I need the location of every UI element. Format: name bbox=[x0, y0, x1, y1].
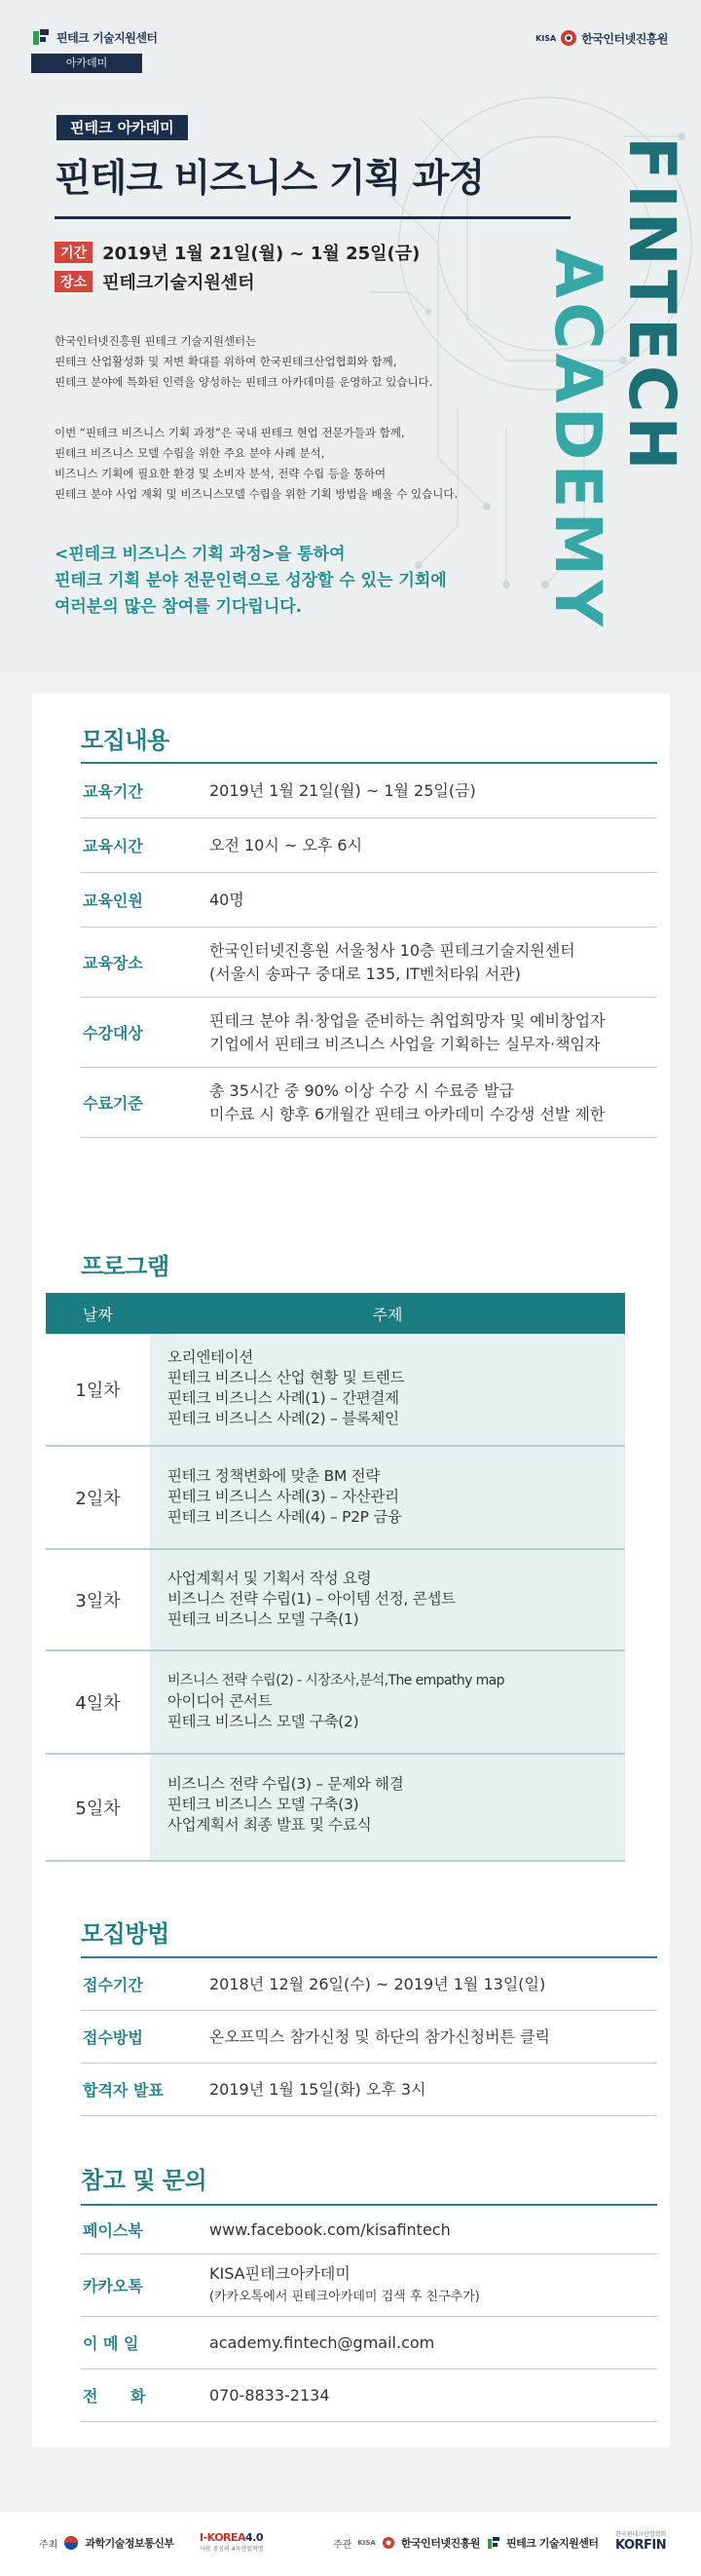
program-topics: 비즈니스 전략 수립(3) – 문제와 해결 핀테크 비즈니스 모델 구축(3) 사업계획서 최종 발표 및 수료식 bbox=[150, 1755, 625, 1860]
program-table-header bbox=[46, 1293, 625, 1334]
contact-row-kakao bbox=[81, 2254, 657, 2317]
recruit-row-place bbox=[81, 928, 657, 998]
intro-line: 핀테크 분야에 특화된 인력을 양성하는 핀테크 아카데미를 운영하고 있습니다. bbox=[55, 375, 433, 389]
recruit-row-completion bbox=[81, 1068, 657, 1138]
org-sub-tag: 아카데미 bbox=[31, 54, 142, 73]
kisa-small-text: KISA bbox=[535, 33, 557, 43]
program-row-day3 bbox=[46, 1550, 625, 1651]
korfin-wordmark: KORFIN bbox=[615, 2538, 667, 2553]
ikorea-note: 사람 중심의 4차산업혁명 bbox=[200, 2546, 264, 2553]
recruit-value: 오전 10시 ~ 오후 6시 bbox=[209, 835, 363, 854]
program-topics: 사업계획서 및 기획서 작성 요령 비즈니스 전략 수립(1) – 아이템 선정, 콘셉트 핀테크 비즈니스 모델 구축(1) bbox=[150, 1550, 625, 1649]
contact-key: 이 메 일 bbox=[83, 2334, 139, 2353]
contact-key: 전 화 bbox=[83, 2387, 160, 2406]
method-value: 2018년 12월 26일(수) ~ 2019년 1월 13일(일) bbox=[209, 1974, 546, 1993]
ikorea-logo bbox=[200, 2531, 264, 2553]
recruit-key: 교육기간 bbox=[83, 782, 143, 801]
phone-value: 070-8833-2134 bbox=[209, 2385, 330, 2405]
intro-line: 핀테크 분야 사업 계획 및 비즈니스모델 수립을 위한 기획 방법을 배울 수 있습니다. bbox=[55, 487, 459, 501]
recruit-section-title: 모집내용 bbox=[81, 727, 169, 754]
kakao-note: (카카오톡에서 핀테크아카데미 검색 후 친구추가) bbox=[209, 2289, 480, 2304]
kisa-logo bbox=[535, 29, 668, 47]
kisa-footer-icon bbox=[382, 2536, 395, 2550]
method-key: 합격자 발표 bbox=[83, 2081, 164, 2100]
closing-message bbox=[55, 542, 561, 621]
email-link[interactable]: academy.fintech@gmail.com bbox=[209, 2332, 435, 2352]
host-label: 주최 bbox=[39, 2539, 58, 2551]
intro-line: 비즈니스 기획에 필요한 환경 및 소비자 분석, 전략 수립 등을 통하여 bbox=[55, 467, 387, 480]
intro-line: 이번 “핀테크 비즈니스 기획 과정”은 국내 핀테크 현업 전문가들과 함께, bbox=[55, 426, 405, 439]
contact-row-phone bbox=[81, 2369, 657, 2422]
program-topics: 비즈니스 전략 수립(2) - 시장조사,분석,The empathy map 아이디어 콘서트 핀테크 비즈니스 모델 구축(2) bbox=[150, 1651, 625, 1753]
fintech-center-logo bbox=[31, 25, 158, 49]
center-footer-icon bbox=[487, 2536, 500, 2550]
recruit-row-capacity bbox=[81, 873, 657, 928]
place-value: 핀테크기술지원센터 bbox=[102, 273, 255, 293]
program-row-day4 bbox=[46, 1651, 625, 1755]
recruit-key: 수료기준 bbox=[83, 1094, 143, 1113]
period-value: 2019년 1월 21일(월) ~ 1월 25일(금) bbox=[102, 244, 421, 264]
intro-line: 핀테크 산업활성화 및 저변 확대를 위하여 한국핀테크산업협회와 함께, bbox=[55, 355, 397, 368]
recruit-value: 한국인터넷진흥원 서울청사 10층 핀테크기술지원센터 (서울시 송파구 중대로 135, IT벤처타워 서관) bbox=[209, 940, 575, 983]
closing-line: 여러분의 많은 참여를 기다립니다. bbox=[55, 597, 303, 617]
program-row-day2 bbox=[46, 1447, 625, 1550]
place-tag: 장소 bbox=[55, 271, 92, 292]
footer-host bbox=[39, 2535, 173, 2551]
footer-org bbox=[333, 2535, 480, 2551]
title-divider bbox=[55, 216, 571, 219]
recruit-key: 수강대상 bbox=[83, 1024, 143, 1042]
footer bbox=[0, 2512, 701, 2576]
facebook-link[interactable]: www.facebook.com/kisafintech bbox=[209, 2219, 451, 2239]
recruit-row-period bbox=[81, 764, 657, 818]
recruit-key: 교육인원 bbox=[83, 891, 143, 910]
program-day: 4일차 bbox=[75, 1693, 121, 1714]
col-day: 날짜 bbox=[83, 1305, 113, 1324]
contact-key: 카카오톡 bbox=[83, 2277, 143, 2295]
program-day: 1일차 bbox=[75, 1381, 121, 1401]
kisa-footer-small: KISA bbox=[357, 2539, 376, 2547]
contact-row-facebook bbox=[81, 2206, 657, 2254]
method-key: 접수기간 bbox=[83, 1976, 143, 1994]
korfin-logo bbox=[615, 2529, 666, 2553]
program-row-day5 bbox=[46, 1755, 625, 1862]
place-row bbox=[55, 269, 255, 294]
period-tag: 기간 bbox=[55, 242, 92, 263]
program-topics: 핀테크 정책변화에 맞춘 BM 전략 핀테크 비즈니스 사례(3) – 자산관리 핀테크 비즈니스 사례(4) – P2P 금융 bbox=[150, 1447, 625, 1548]
recruit-value: 2019년 1월 21일(월) ~ 1월 25일(금) bbox=[209, 780, 476, 800]
org1-name: 한국인터넷진흥원 bbox=[400, 2537, 480, 2550]
recruit-row-target bbox=[81, 998, 657, 1068]
program-topics: 오리엔테이션 핀테크 비즈니스 산업 현황 및 트렌드 핀테크 비즈니스 사례(1) – 간편결제 핀테크 비즈니스 사례(2) – 블록체인 bbox=[150, 1334, 625, 1445]
intro-line: 한국인터넷진흥원 핀테크 기술지원센터는 bbox=[55, 334, 257, 348]
program-day: 2일차 bbox=[75, 1489, 121, 1509]
contact-section-title: 참고 및 문의 bbox=[81, 2167, 207, 2194]
method-value: 온오프믹스 참가신청 및 하단의 참가신청버튼 클릭 bbox=[209, 2027, 551, 2046]
org-name: 핀테크 기술지원센터 bbox=[56, 30, 158, 45]
recruit-key: 교육장소 bbox=[83, 954, 143, 972]
recruit-key: 교육시간 bbox=[83, 837, 143, 855]
intro-paragraph-1 bbox=[55, 331, 561, 393]
program-section-title: 프로그램 bbox=[81, 1253, 169, 1280]
intro-line: 핀테크 비즈니스 모델 수립을 위한 주요 분야 사례 분석, bbox=[55, 446, 325, 460]
recruit-row-time bbox=[81, 818, 657, 873]
org2-name: 핀테크 기술지원센터 bbox=[506, 2537, 599, 2550]
method-row-announce bbox=[81, 2064, 657, 2116]
korfin-small: 한국핀테크산업협회 bbox=[615, 2531, 667, 2538]
kisa-name: 한국인터넷진흥원 bbox=[581, 31, 668, 46]
contact-key: 페이스북 bbox=[83, 2221, 143, 2240]
fintech-center-logo-icon bbox=[31, 27, 51, 47]
method-value: 2019년 1월 15일(화) 오후 3시 bbox=[209, 2079, 426, 2099]
method-key: 접수방법 bbox=[83, 2028, 143, 2047]
recruit-value: 40명 bbox=[209, 890, 244, 909]
host1-name: 과학기술정보통신부 bbox=[85, 2537, 174, 2550]
method-row-how bbox=[81, 2011, 657, 2064]
page-title: 핀테크 비즈니스 기획 과정 bbox=[55, 157, 485, 201]
program-row-day1 bbox=[46, 1334, 625, 1447]
program-day: 5일차 bbox=[75, 1799, 121, 1819]
footer-center bbox=[487, 2535, 598, 2551]
vertical-fintech-text: FINTECH bbox=[614, 136, 689, 474]
intro-paragraph-2 bbox=[55, 423, 561, 505]
academy-badge: 핀테크 아카데미 bbox=[56, 115, 188, 140]
ministry-emblem-icon bbox=[63, 2535, 79, 2551]
closing-line: <핀테크 비즈니스 기획 과정>을 통하여 bbox=[55, 545, 346, 564]
recruit-value: 총 35시간 중 90% 이상 수강 시 수료증 발급 미수료 시 향후 6개월간 핀테크 아카데미 수강생 선발 제한 bbox=[209, 1080, 606, 1123]
closing-line: 핀테크 기획 분야 전문인력으로 성장할 수 있는 기회에 bbox=[55, 571, 447, 590]
method-row-period bbox=[81, 1958, 657, 2011]
org-label: 주관 bbox=[333, 2539, 352, 2551]
period-row bbox=[55, 240, 420, 265]
recruit-value: 핀테크 분야 취·창업을 준비하는 취업희망자 및 예비창업자 기업에서 핀테크 비즈니스 사업을 기획하는 실무자·책임자 bbox=[209, 1010, 606, 1053]
kakao-id: KISA핀테크아카데미 bbox=[209, 2263, 350, 2283]
col-topic: 주제 bbox=[372, 1305, 403, 1324]
ikorea-wordmark: I-KOREA4.0 bbox=[200, 2531, 264, 2544]
kisa-logo-icon bbox=[560, 29, 577, 47]
vertical-academy-text: ACADEMY bbox=[540, 248, 615, 630]
contact-row-email bbox=[81, 2317, 657, 2369]
method-section-title: 모집방법 bbox=[81, 1920, 169, 1948]
program-day: 3일차 bbox=[75, 1591, 121, 1611]
contact-value bbox=[209, 2262, 657, 2309]
hero-section bbox=[0, 0, 701, 672]
